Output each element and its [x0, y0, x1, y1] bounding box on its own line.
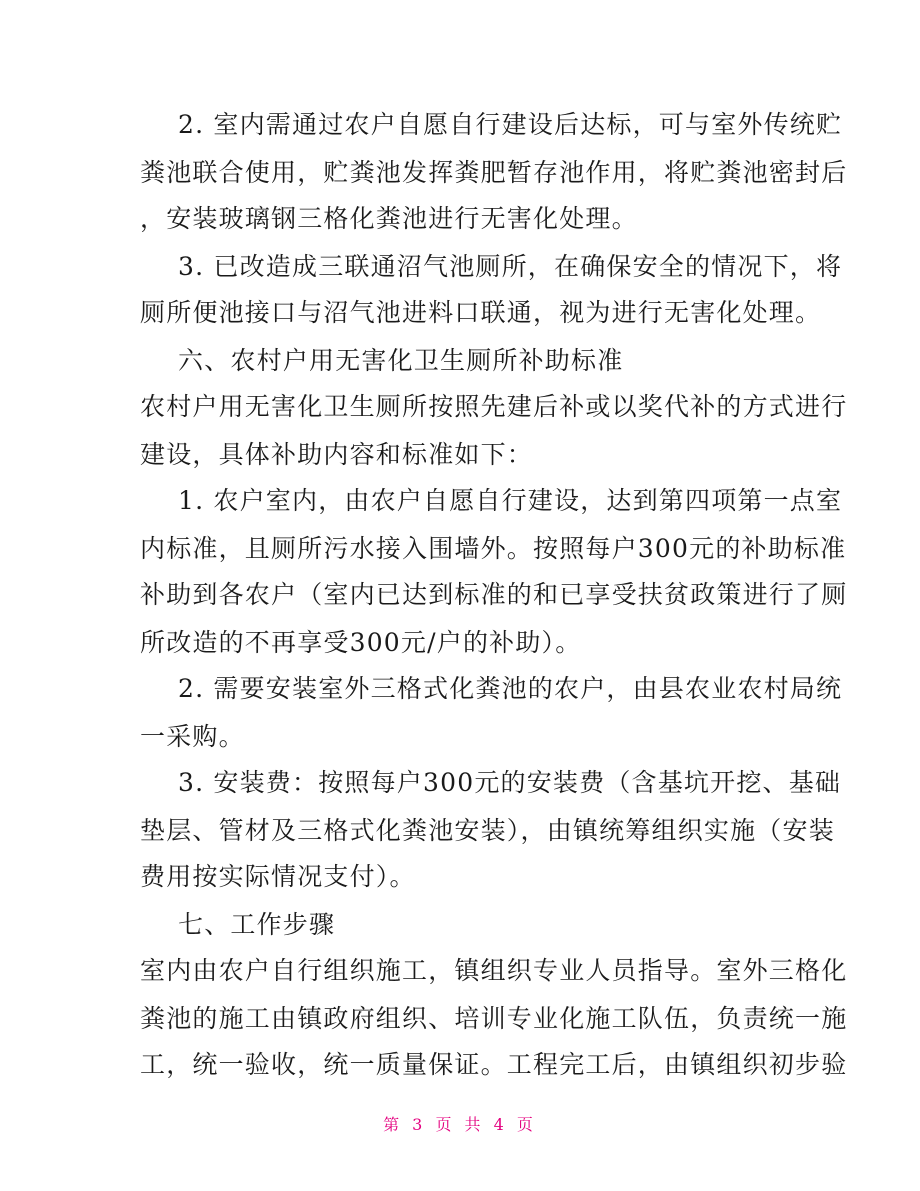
paragraph-line: 费用按实际情况支付）。	[140, 862, 416, 891]
paragraph-line: 补助到各农户（室内已达到标准的和已享受扶贫政策进行了厕	[140, 580, 848, 609]
paragraph-line: 内标准，且厕所污水接入围墙外。按照每户300元的补助标准	[140, 534, 847, 563]
paragraph-line: ，安装玻璃钢三格化粪池进行无害化处理。	[140, 204, 638, 233]
paragraph-line: 3. 安装费：按照每户300元的安装费（含基坑开挖、基础	[178, 768, 842, 797]
paragraph-line: 粪池联合使用，贮粪池发挥粪肥暂存池作用，将贮粪池密封后	[140, 158, 848, 187]
paragraph-line: 农村户用无害化卫生厕所按照先建后补或以奖代补的方式进行	[140, 392, 848, 421]
paragraph-line: 2. 室内需通过农户自愿自行建设后达标，可与室外传统贮	[178, 110, 843, 139]
section-heading: 六、农村户用无害化卫生厕所补助标准	[178, 346, 624, 375]
paragraph-line: 1. 农户室内，由农户自愿自行建设，达到第四项第一点室	[178, 486, 843, 515]
paragraph-line: 垫层、管材及三格式化粪池安装），由镇统筹组织实施（安装	[140, 816, 835, 845]
paragraph-line: 3. 已改造成三联通沼气池厕所，在确保安全的情况下，将	[178, 252, 843, 281]
paragraph-line: 室内由农户自行组织施工，镇组织专业人员指导。室外三格化	[140, 956, 848, 985]
page-number-footer: 第 3 页 共 4 页	[383, 1115, 537, 1134]
paragraph-line: 厕所便池接口与沼气池进料口联通，视为进行无害化处理。	[140, 298, 822, 327]
paragraph-line: 2. 需要安装室外三格式化粪池的农户，由县农业农村局统	[178, 674, 843, 703]
section-heading: 七、工作步骤	[178, 910, 336, 939]
paragraph-line: 一采购。	[140, 722, 245, 751]
paragraph-line: 工，统一验收，统一质量保证。工程完工后，由镇组织初步验	[140, 1050, 848, 1079]
paragraph-line: 粪池的施工由镇政府组织、培训专业化施工队伍，负责统一施	[140, 1004, 848, 1033]
paragraph-line: 所改造的不再享受300元/户的补助）。	[140, 628, 582, 657]
paragraph-line: 建设，具体补助内容和标准如下：	[140, 440, 534, 469]
